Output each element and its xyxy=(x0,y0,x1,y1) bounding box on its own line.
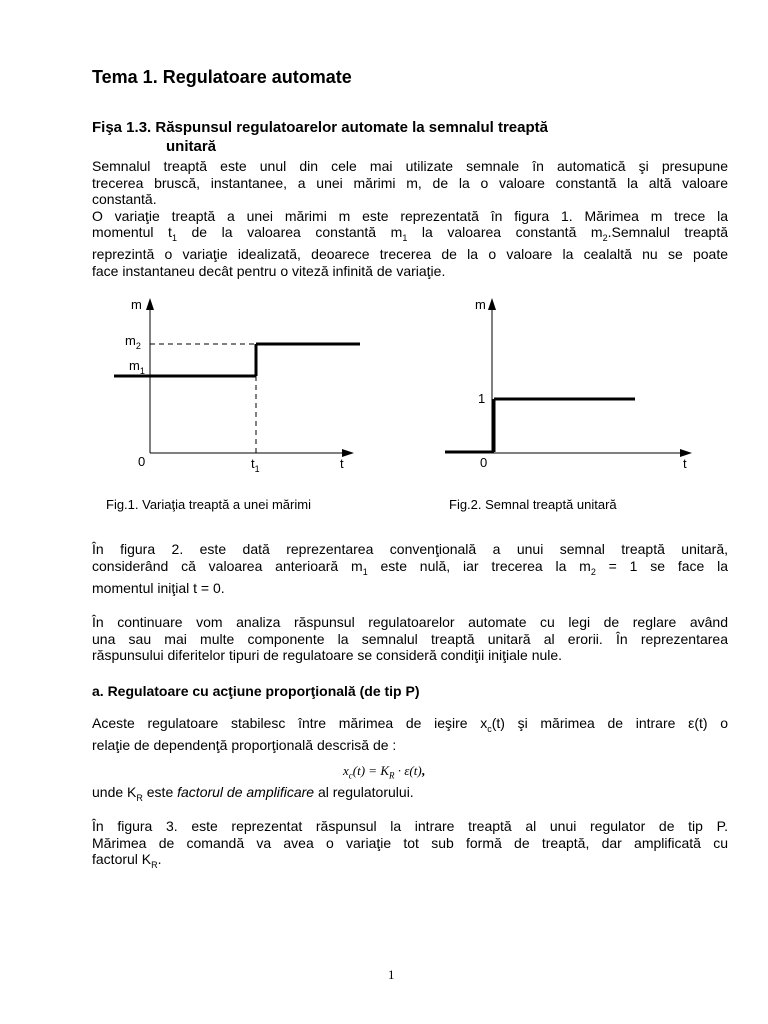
t1-symbol: t xyxy=(251,456,255,471)
subscript: 1 xyxy=(402,232,408,243)
text-line: În figura 3. este reprezentat răspunsul la intrare treaptă al unui regulator de tip P. xyxy=(92,818,728,834)
text-line: răspunsului diferitelor tipuri de regulatoare se consideră condiţii iniţiale nule. xyxy=(92,647,563,663)
section-heading xyxy=(92,118,652,156)
text-line: Semnalul treaptă este unul din cele mai utilizate semnale în automatică şi presupune xyxy=(92,158,728,174)
subsection-heading: a. Regulatoare cu acţiune proporţională (de tip P) xyxy=(92,683,420,699)
intro-paragraph xyxy=(92,158,728,279)
text-run: factorul K xyxy=(92,851,152,867)
page-number: 1 xyxy=(388,967,395,982)
subscript: 2 xyxy=(590,566,596,577)
text-line: Mărimea de comandă va avea o variaţie tot sub formă de treaptă, dar amplificată cu xyxy=(92,834,728,851)
text-line: În figura 2. este dată reprezentarea convenţională a unui semnal treaptă unitară, xyxy=(92,541,728,557)
m1-symbol: m xyxy=(129,358,140,373)
emphasis-text: factorul de amplificare xyxy=(177,784,315,800)
proportional-law-formula xyxy=(343,763,425,781)
subscript: 1 xyxy=(171,232,177,243)
text-line: una sau mai multe componente la semnalul treaptă unitară al erorii. În reprezentarea xyxy=(92,630,728,647)
text-run: la valoarea constantă m xyxy=(407,224,603,240)
figure-1-step-variation xyxy=(100,290,370,480)
figure-1-caption: Fig.1. Variaţia treaptă a unei mărimi xyxy=(106,497,311,512)
text-run: al regulatorului. xyxy=(314,784,414,800)
m2-symbol: m xyxy=(125,333,136,348)
y-axis-arrow xyxy=(488,298,496,310)
text-line: În continuare vom analiza răspunsul regulatoarelor automate cu legi de reglare având xyxy=(92,614,728,630)
formula-k-subscript: R xyxy=(389,770,395,781)
text-line: momentul iniţial t = 0. xyxy=(92,579,225,596)
level-one-label: 1 xyxy=(478,391,486,406)
formula-lhs-subscript: c xyxy=(348,770,353,781)
text-line: constantă. xyxy=(92,191,157,207)
text-run: . xyxy=(157,851,162,867)
section-heading-line2: unitară xyxy=(166,138,217,155)
x-axis-label: t xyxy=(683,456,687,471)
x-axis-arrow xyxy=(342,449,354,457)
subscript: R xyxy=(136,792,143,803)
text-run: momentul t xyxy=(92,224,172,240)
text-run: .Semnalul treaptă xyxy=(607,224,729,240)
text-line: relaţie de dependenţă proporţională descrisă de : xyxy=(92,737,397,754)
text-run: este nulă, iar trecerea la m xyxy=(367,557,591,574)
figure-2-paragraph xyxy=(92,541,728,596)
figure-3-paragraph xyxy=(92,818,728,873)
text-run: unde K xyxy=(92,784,137,800)
subscript: 1 xyxy=(362,566,368,577)
figure-2-unit-step xyxy=(440,290,710,480)
p-regulator-paragraph xyxy=(92,715,728,754)
m2-subscript: 2 xyxy=(135,341,141,351)
document-title: Tema 1. Regulatoare automate xyxy=(92,67,352,87)
formula-mid: (t) = K xyxy=(352,763,389,778)
text-line xyxy=(92,558,728,580)
text-run: Aceste regulatoare stabilesc între mărimea de ieşire x xyxy=(92,715,488,731)
y-axis-label: m xyxy=(131,297,142,312)
text-line xyxy=(92,715,728,737)
text-line xyxy=(92,784,728,806)
text-line xyxy=(92,224,728,246)
formula-lhs: x xyxy=(343,763,349,778)
text-line: face instantaneu decât pentru o viteză infinită de variaţie. xyxy=(92,262,446,279)
t1-label xyxy=(251,456,260,474)
m1-label xyxy=(129,358,145,376)
figure-2-caption: Fig.2. Semnal treaptă unitară xyxy=(449,497,617,512)
text-run: de la valoarea constantă m xyxy=(176,224,403,240)
text-line: trecerea bruscă, instantanee, a unei mărimi m, de la o valoare constantă la altă valoare xyxy=(92,174,728,191)
formula-comma: , xyxy=(421,763,425,778)
formula-rhs: · ε(t) xyxy=(394,763,422,778)
y-axis-arrow xyxy=(146,298,154,310)
subscript: R xyxy=(151,859,158,870)
text-run: considerând că valoarea anterioară m xyxy=(92,557,363,574)
text-run: este xyxy=(142,784,178,800)
t1-subscript: 1 xyxy=(254,464,260,474)
section-heading-line1: Fişa 1.3. Răspunsul regulatoarelor automate la semnalul treaptă xyxy=(92,119,548,136)
subscript: 2 xyxy=(602,232,608,243)
text-line xyxy=(92,851,728,873)
text-run: = 1 se face la xyxy=(595,557,729,574)
subscript: c xyxy=(487,723,492,734)
y-axis-label: m xyxy=(475,297,486,312)
m2-label xyxy=(125,333,141,351)
text-run: (t) şi mărimea de intrare ε(t) o xyxy=(491,715,728,731)
origin-label: 0 xyxy=(480,455,488,470)
origin-label: 0 xyxy=(138,454,146,469)
m1-subscript: 1 xyxy=(139,366,145,376)
analysis-paragraph xyxy=(92,614,728,664)
x-axis-label: t xyxy=(340,456,344,471)
text-line: reprezintă o variaţie idealizată, deoarece trecerea de la o valoare la cealaltă nu se poate xyxy=(92,246,728,263)
text-line: O variaţie treaptă a unei mărimi m este reprezentată în figura 1. Mărimea m trece la xyxy=(92,207,728,224)
kr-definition xyxy=(92,784,728,806)
